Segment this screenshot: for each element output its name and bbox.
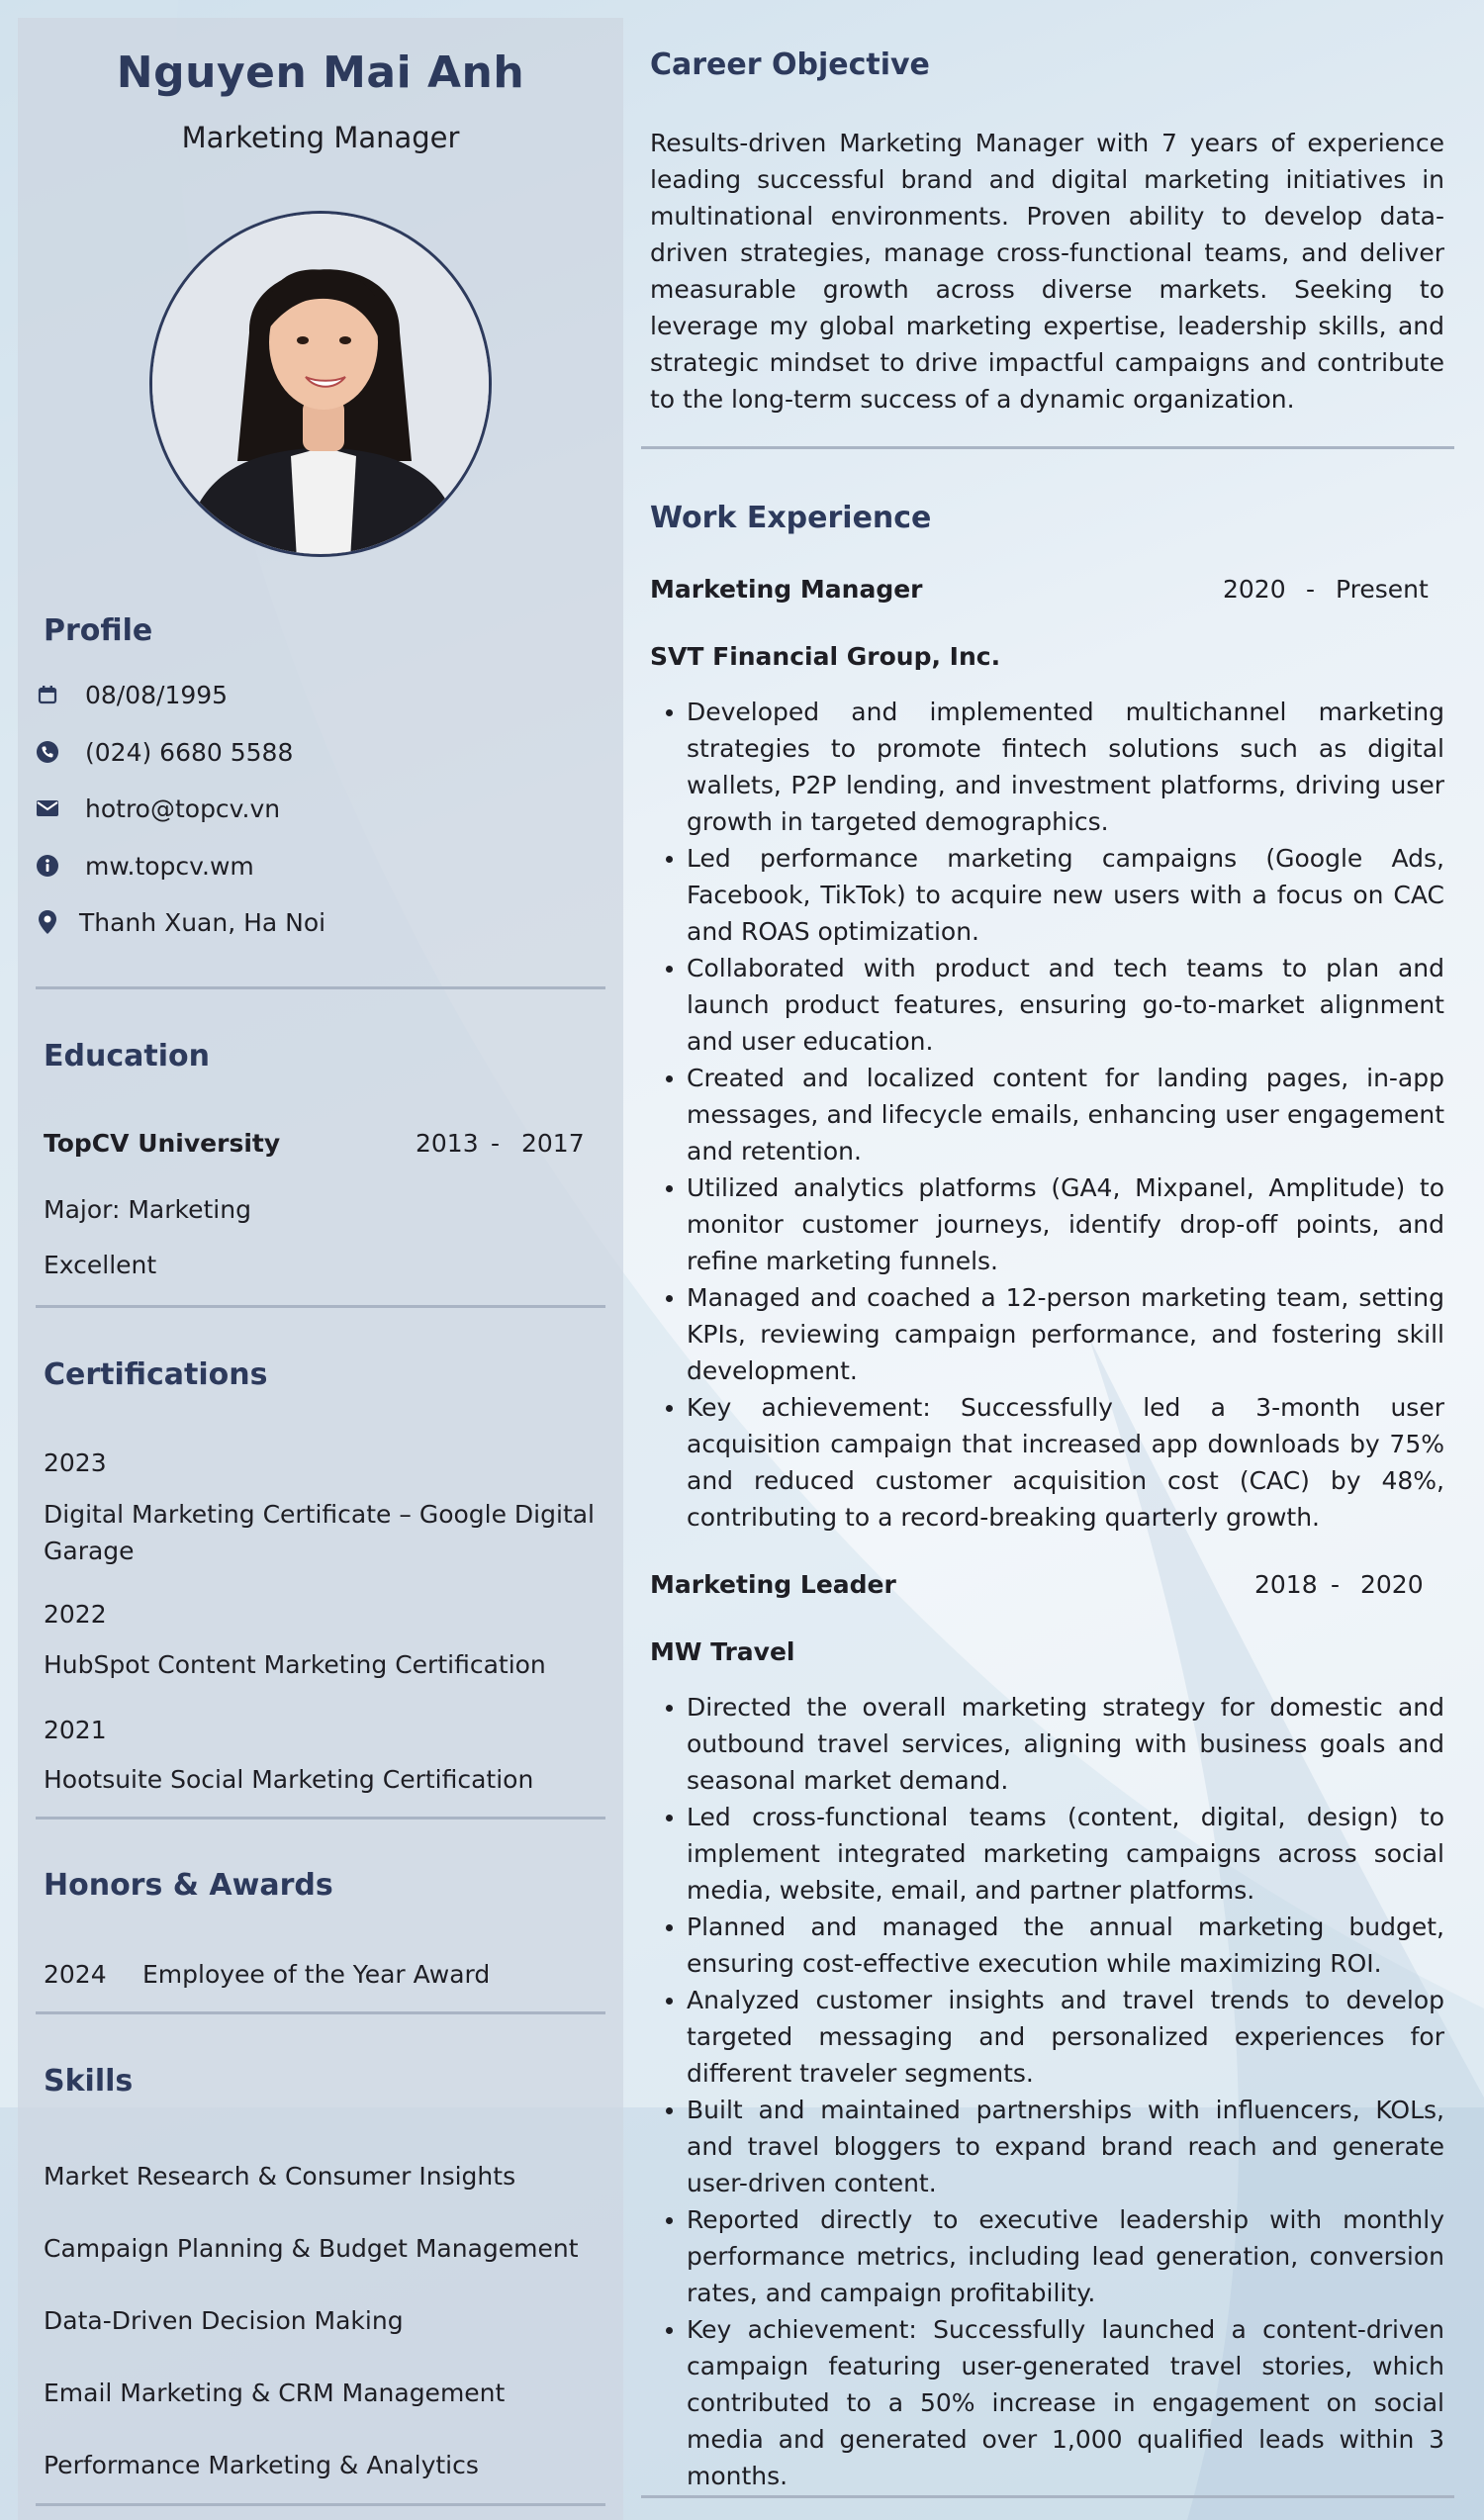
profile-heading: Profile	[44, 613, 153, 648]
edu-sep: -	[491, 1129, 501, 1158]
envelope-icon	[34, 794, 61, 822]
email-text[interactable]: hotro@topcv.vn	[85, 793, 281, 823]
job-sep: -	[1331, 1570, 1341, 1599]
bullet-item: Built and maintained partnerships with influencers, KOLs, and travel bloggers to expand brand reach and generate user-driven content.	[650, 2092, 1444, 2201]
divider	[36, 2011, 605, 2014]
birthday-text: 08/08/1995	[85, 680, 229, 709]
profile-photo	[149, 211, 492, 557]
edu-end: 2017	[521, 1129, 585, 1158]
bullet-item: Led performance marketing campaigns (Google Ads, Facebook, TikTok) to acquire new users with a focus on CAC and ROAS optimization.	[650, 840, 1444, 950]
bullet-item: Reported directly to executive leadership with monthly performance metrics, including lead generation, conversion rates, and campaign profitability.	[650, 2201, 1444, 2311]
phone-row	[34, 734, 293, 770]
skill-item: Data-Driven Decision Making	[44, 2306, 404, 2335]
job-bullets	[650, 694, 1444, 1536]
certifications-heading: Certifications	[44, 1357, 268, 1392]
skill-item: Email Marketing & CRM Management	[44, 2379, 506, 2407]
experience-heading: Work Experience	[650, 501, 932, 535]
edu-start: 2013	[416, 1129, 479, 1158]
skill-item: Campaign Planning & Budget Management	[44, 2234, 579, 2263]
skill-item: Market Research & Consumer Insights	[44, 2162, 516, 2191]
bullet-item: Directed the overall marketing strategy for domestic and outbound travel services, aligning with business goals and seasonal market demand.	[650, 1689, 1444, 1799]
website-text[interactable]: mw.topcv.wm	[85, 851, 254, 881]
birthday-row	[34, 677, 228, 712]
divider	[36, 986, 605, 989]
bullet-item: Developed and implemented multichannel marketing strategies to promote fintech solutions such as digital wallets, P2P lending, and investment platforms, driving user growth in targeted demographics.	[650, 694, 1444, 840]
job-sep: -	[1306, 575, 1316, 604]
cert-name: Hootsuite Social Marketing Certification	[44, 1765, 534, 1794]
cert-year: 2023	[44, 1448, 107, 1477]
website-row	[34, 848, 254, 884]
education-major: Major: Marketing	[44, 1195, 251, 1224]
bullet-item: Led cross-functional teams (content, digital, design) to implement integrated marketing campaigns across social media, website, email, and partner platforms.	[650, 1799, 1444, 1909]
portrait-image	[152, 214, 492, 557]
job-end: 2020	[1360, 1570, 1424, 1599]
divider	[36, 2503, 605, 2506]
job-role: Marketing Manager	[650, 575, 923, 604]
award-name: Employee of the Year Award	[142, 1960, 491, 1989]
info-icon	[34, 852, 61, 880]
job-bullets	[650, 1689, 1444, 2494]
awards-heading: Honors & Awards	[44, 1868, 333, 1903]
sidebar	[18, 18, 623, 2520]
bullet-item: Analyzed customer insights and travel trends to develop targeted messaging and personalized experiences for different traveler segments.	[650, 1982, 1444, 2092]
skills-heading: Skills	[44, 2064, 134, 2099]
divider	[641, 2495, 1454, 2498]
cert-name: Digital Marketing Certificate – Google Digital Garage	[44, 1500, 596, 1565]
bullet-item: Planned and managed the annual marketing budget, ensuring cost-effective execution while maximizing ROI.	[650, 1909, 1444, 1982]
bullet-item: Created and localized content for landing pages, in-app messages, and lifecycle emails, enhancing user engagement and retention.	[650, 1060, 1444, 1169]
job-company: SVT Financial Group, Inc.	[650, 642, 1001, 671]
divider	[641, 446, 1454, 449]
divider	[36, 1817, 605, 1820]
bullet-item: Utilized analytics platforms (GA4, Mixpanel, Amplitude) to monitor customer journeys, identify drop-off points, and refine marketing funnels.	[650, 1169, 1444, 1279]
objective-text: Results-driven Marketing Manager with 7 years of experience leading successful brand and digital marketing initiatives in multinational environments. Proven ability to develop data-driven strategies, manage cross-functional teams, and deliver measurable growth across diverse markets. Seeking to leverage my global marketing expertise, leadership skills, and strategic mindset to drive impactful campaigns and contribute to the long-term success of a dynamic organization.	[650, 129, 1444, 414]
calendar-icon	[34, 681, 61, 708]
cert-year: 2021	[44, 1716, 107, 1744]
address-text: Thanh Xuan, Ha Noi	[79, 907, 326, 937]
job-end: Present	[1336, 575, 1429, 604]
address-row	[34, 904, 325, 940]
cert-name: HubSpot Content Marketing Certification	[44, 1650, 546, 1679]
location-pin-icon	[34, 908, 61, 936]
phone-icon	[34, 738, 61, 766]
bullet-item: Managed and coached a 12-person marketing team, setting KPIs, reviewing campaign performance, and fostering skill development.	[650, 1279, 1444, 1389]
education-grade: Excellent	[44, 1251, 157, 1279]
school-name: TopCV University	[44, 1129, 281, 1158]
candidate-title: Marketing Manager	[181, 121, 460, 154]
education-heading: Education	[44, 1039, 210, 1073]
objective-heading: Career Objective	[650, 47, 930, 82]
award-year: 2024	[44, 1960, 107, 1989]
bullet-item: Key achievement: Successfully led a 3-month user acquisition campaign that increased app downloads by 75% and reduced customer acquisition cost (CAC) by 48%, contributing to a record-breaking quarterly growth.	[650, 1389, 1444, 1536]
phone-text[interactable]: (024) 6680 5588	[85, 737, 294, 767]
job-company: MW Travel	[650, 1637, 795, 1666]
bullet-item: Key achievement: Successfully launched a content-driven campaign featuring user-generated travel stories, which contributed to a 50% increase in engagement on social media and generated over 1,000 qualified leads within 3 months.	[650, 2311, 1444, 2494]
bullet-item: Collaborated with product and tech teams to plan and launch product features, ensuring go-to-market alignment and user education.	[650, 950, 1444, 1060]
divider	[36, 1305, 605, 1308]
job-role: Marketing Leader	[650, 1570, 896, 1599]
job-start: 2020	[1223, 575, 1286, 604]
email-row	[34, 791, 280, 826]
job-start: 2018	[1254, 1570, 1318, 1599]
skill-item: Performance Marketing & Analytics	[44, 2451, 479, 2479]
candidate-name: Nguyen Mai Anh	[116, 47, 525, 98]
cert-year: 2022	[44, 1600, 107, 1629]
